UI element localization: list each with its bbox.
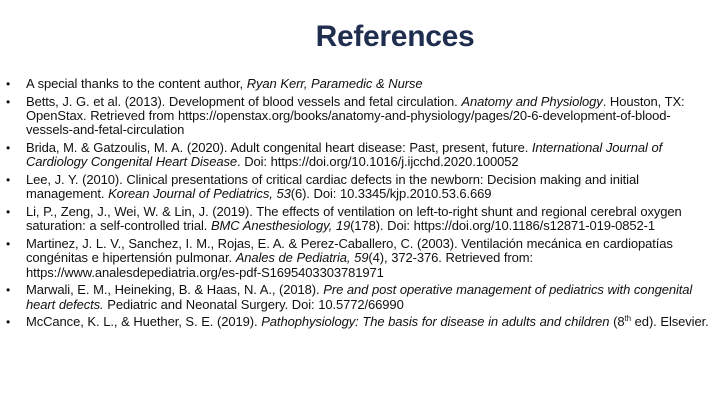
reference-item xyxy=(0,237,712,280)
reference-text: Lee, J. Y. (2010). Clinical presentations of critical cardiac defects in the newborn: Decision making and initial management. xyxy=(26,172,639,202)
reference-item xyxy=(0,141,712,170)
reference-text: A special thanks to the content author, xyxy=(26,76,247,91)
reference-item xyxy=(0,95,712,138)
reference-italic-text: Pathophysiology: The basis for disease in adults and children xyxy=(261,314,610,330)
bullet-icon: • xyxy=(6,94,11,109)
reference-item xyxy=(0,283,712,312)
bullet-icon: • xyxy=(6,141,11,155)
reference-text: Betts, J. G. et al. (2013). Development of blood vessels and fetal circulation. xyxy=(26,93,462,109)
reference-italic-text: Korean Journal of Pediatrics, 53 xyxy=(108,186,291,202)
bullet-icon: • xyxy=(6,173,11,187)
reference-italic-text: Ryan Kerr, Paramedic & Nurse xyxy=(246,76,423,91)
superscript-text: th xyxy=(624,314,631,324)
reference-text: (4), 372-376. Retrieved from: https://www.analesdepediatria.org/es-pdf-S1695403303781971 xyxy=(26,250,534,280)
reference-text: . Doi: https://doi.org/10.1016/j.ijcchd.2020.100052 xyxy=(237,154,519,170)
reference-italic-text: Pre and post operative management of pediatrics with congenital heart defects. xyxy=(26,282,693,312)
reference-text: . Houston, TX: OpenStax. Retrieved from https://openstax.org/books/anatomy-and-physiology/pages/20-6-development-of-blood-vessels-and-fetal-circulation xyxy=(26,93,685,138)
reference-text: McCance, K. L., & Huether, S. E. (2019). xyxy=(26,314,262,330)
reference-italic-text: Anatomy and Physiology xyxy=(461,93,603,109)
reference-text: Brida, M. & Gatzoulis, M. A. (2020). Adult congenital heart disease: Past, present, future. xyxy=(26,140,532,155)
reference-item xyxy=(0,205,712,234)
reference-italic-text: BMC Anesthesiology, 19 xyxy=(210,218,351,234)
slide-title: References xyxy=(315,20,475,53)
bullet-icon: • xyxy=(6,283,11,298)
reference-text: Pediatric and Neonatal Surgery. Doi: 10.5772/66990 xyxy=(103,296,404,312)
reference-italic-text: International Journal of Cardiology Congenital Heart Disease xyxy=(26,140,663,170)
bullet-icon: • xyxy=(6,205,11,219)
reference-text: (178). Doi: https://doi.org/10.1186/s12871-019-0852-1 xyxy=(350,218,655,234)
reference-text: ed). Elsevier. xyxy=(630,314,709,330)
reference-text: (6). Doi: 10.3345/kjp.2010.53.6.669 xyxy=(290,186,492,202)
reference-text: Marwali, E. M., Heineking, B. & Haas, N. A., (2018). xyxy=(26,282,324,298)
reference-item xyxy=(0,315,712,329)
reference-list xyxy=(0,77,712,333)
reference-item xyxy=(0,173,712,202)
bullet-icon: • xyxy=(6,237,11,251)
reference-text: Li, P., Zeng, J., Wei, W. & Lin, J. (2019). The effects of ventilation on left-to-right shunt and regional cerebral oxygen saturation: a self-controlled trial. xyxy=(26,204,682,234)
bullet-icon: • xyxy=(6,315,11,330)
reference-item xyxy=(0,77,712,91)
bullet-icon: • xyxy=(6,77,11,91)
reference-italic-text: Anales de Pediatria, 59 xyxy=(235,250,369,266)
reference-text: Martinez, J. L. V., Sanchez, I. M., Rojas, E. A. & Perez-Caballero, C. (2003). Ventilación mecánica en cardiopatías congénitas e hipertensión pulmonar. xyxy=(26,236,673,266)
reference-text: (8 xyxy=(609,314,625,330)
